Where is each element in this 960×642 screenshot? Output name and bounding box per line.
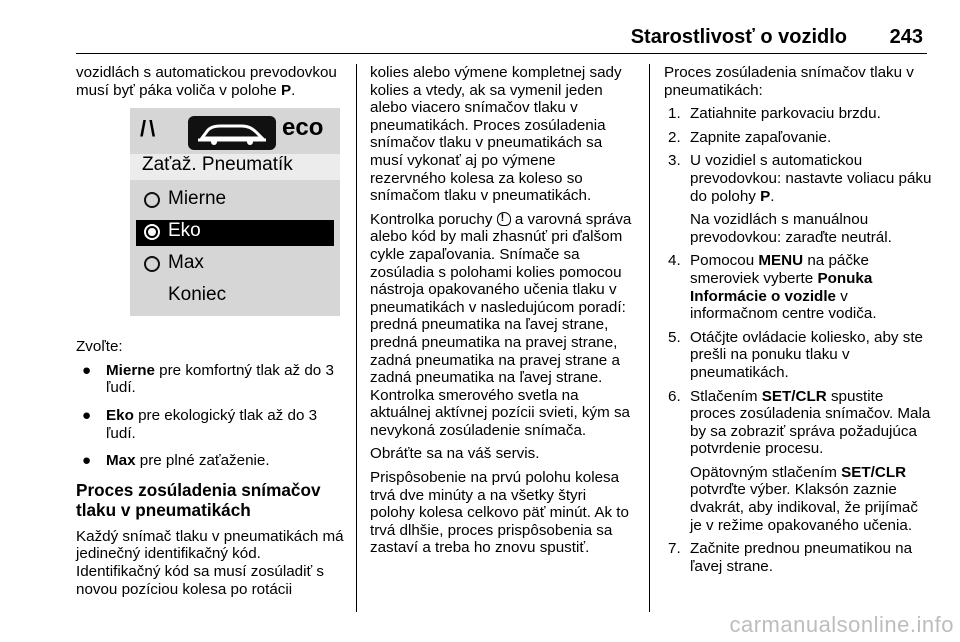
option-max[interactable]: Max — [136, 252, 334, 278]
display-title-bar — [130, 154, 340, 180]
body-paragraph: Obráťte sa na váš servis. — [370, 445, 540, 463]
display-warning-slashes: /\ — [140, 116, 159, 142]
column-divider-1 — [356, 64, 357, 612]
page-header — [76, 26, 927, 54]
header-rule — [76, 53, 927, 54]
steps-intro: Proces zosúladenia snímačov tlaku v pneumatikách: — [664, 64, 914, 99]
intro-paragraph: vozidlách s automatickou prevodovkou musí byť páka voliča v polohe P. — [76, 64, 337, 99]
radio-icon — [144, 256, 160, 272]
step-7: 7. Začnite prednou pneumatikou na ľavej strane. — [668, 540, 913, 575]
body-paragraph: Prispôsobenie na prvú polohu kolesa trvá dve minúty a na všetky štyri polohy kolesa celkovo päť minút. Ak to trvá dlhšie, proces prispôsobenia sa zastaví a treba ho znovu spustiť. — [370, 469, 629, 557]
option-koniec[interactable]: Koniec — [168, 284, 227, 306]
option-mierne[interactable]: Mierne — [136, 188, 334, 214]
section-heading: Proces zosúladenia snímačov tlaku v pneumatikách — [76, 479, 321, 520]
body-paragraph: Každý snímač tlaku v pneumatikách má jedinečný identifikačný kód. Identifikačný kód sa musí zosúladiť s novou pozíciou kolesa po rotácii — [76, 527, 344, 598]
eco-label: eco — [282, 114, 324, 142]
list-item: ● Max pre plné zaťaženie. — [82, 452, 270, 470]
tpms-warning-icon — [497, 212, 511, 226]
body-paragraph: kolies alebo výmene kompletnej sady kolies a vtedy, ak sa vymenil jeden alebo viacero snímačov tlaku v pneumatikách. Proces zosúladenia snímačov tlaku v pneumatikách sa musí vykonať aj po výmene rezervného kolesa za koleso so snímačom tlaku v pneumatikách. — [370, 64, 622, 205]
option-eko[interactable]: Eko — [136, 220, 334, 246]
radio-selected-icon — [144, 224, 160, 240]
step-6: 6. Stlačením SET/CLR spustite proces zosúladenia snímačov. Mala by sa zobraziť správa požadujúca potvrdenie procesu. Opätovným stlačením SET/CLR potvrďte výber. Klaksón zaznie dvakrát, aby indikoval, že prijímač je v režime opakovaného učenia. — [668, 387, 931, 534]
column-3 — [664, 64, 932, 581]
list-item: ● Mierne pre komfortný tlak až do 3 ľudí. — [82, 361, 334, 397]
car-icon — [188, 116, 276, 150]
step-3: 3. U vozidiel s automatickou prevodovkou: nastavte voliacu páku do polohy P. Na vozidlách s manuálnou prevodovkou: zaraďte neutrál. — [668, 152, 932, 246]
radio-icon — [144, 192, 160, 208]
list-item: ● Eko pre ekologický tlak až do 3 ľudí. — [82, 406, 318, 442]
display-top-bar — [140, 116, 330, 150]
page-number: 243 — [889, 26, 923, 48]
step-2: 2. Zapnite zapaľovanie. — [668, 128, 832, 146]
display-title: Zaťaž. Pneumatík — [142, 154, 293, 176]
option-bullets — [76, 362, 348, 470]
choose-label: Zvoľte: — [76, 338, 123, 356]
dic-display — [130, 108, 340, 316]
step-1: 1. Zatiahnite parkovaciu brzdu. — [668, 105, 881, 123]
column-2 — [370, 64, 634, 563]
watermark: carmanualsonline.info — [729, 612, 954, 637]
steps-list — [664, 105, 932, 575]
column-divider-2 — [649, 64, 650, 612]
page-title: Starostlivosť o vozidlo — [630, 26, 847, 48]
step-5: 5. Otáčjte ovládacie koliesko, aby ste prešli na ponuku tlaku v pneumatikách. — [668, 328, 923, 381]
column-1 — [76, 64, 348, 604]
body-paragraph: Kontrolka poruchy ! a varovná správa alebo kód by mali zhasnúť pri ďalšom cykle zapaľovania. Snímače sa zosúladia s polohami kolies pomocou nástroja opakovaného učenia tlaku v pneumatikách v nasledujúcom poradí: predná pneumatika na ľavej strane, predná pneumatika na pravej strane, zadná pneumatika na pravej strane a zadná pneumatika na ľavej strane. Kontrolka smerového svetla na aktuálnej aktívnej pozícii svieti, kým sa nevykoná zosúladenie snímača. — [370, 211, 634, 440]
step-4: 4. Pomocou MENU na páčke smeroviek vyberte Ponuka Informácie o vozidle v informačnom centre vodiča. — [668, 252, 877, 323]
